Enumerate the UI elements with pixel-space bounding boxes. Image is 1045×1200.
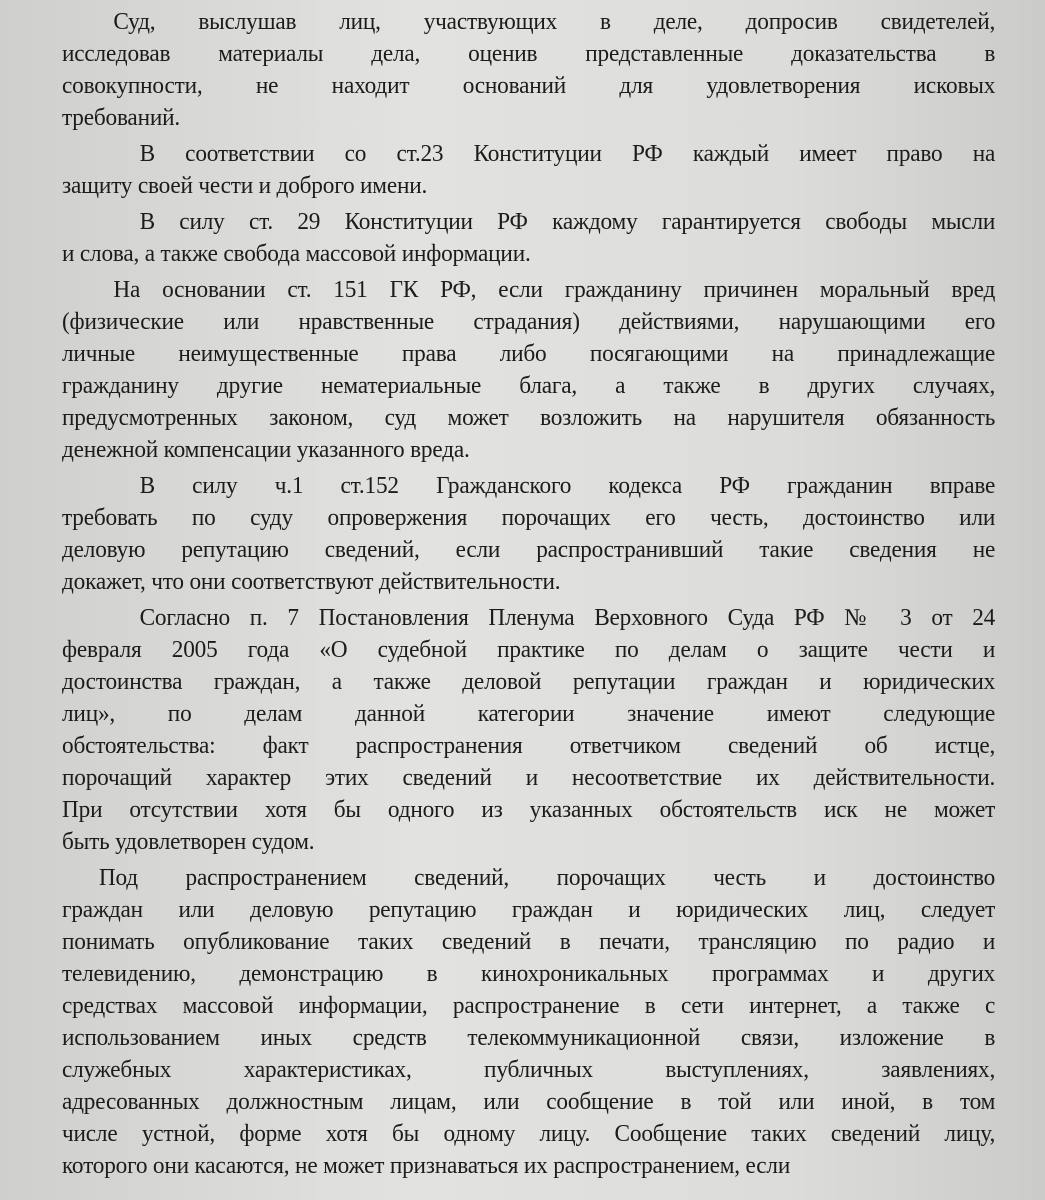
text-line: Суд, выслушав лиц, участвующих в деле, допросив свидетелей, — [113, 9, 996, 35]
text-line: которого они касаются, не может признаваться их распространением, если — [62, 1153, 791, 1179]
text-line: адресованных должностным лицам, или сообщение в той или иной, в том — [62, 1089, 996, 1115]
paragraph — [62, 6, 995, 134]
text-line: служебных характеристиках, публичных выступлениях, заявлениях, — [62, 1057, 996, 1083]
text-line: Под распространением сведений, порочащих честь и достоинство — [98, 865, 996, 891]
text-line: деловую репутацию сведений, если распространивший такие сведения не — [62, 537, 996, 563]
text-line: исследовав материалы дела, оценив представленные доказательства в — [62, 41, 996, 67]
document-page — [62, 6, 995, 1186]
text-line: телевидению, демонстрацию в кинохроникальных программах и других — [62, 961, 996, 987]
text-line: граждан или деловую репутацию граждан и юридических лиц, следует — [62, 897, 996, 923]
text-line: средствах массовой информации, распространение в сети интернет, а также с — [62, 993, 996, 1019]
text-line: гражданину другие нематериальные блага, а также в других случаях, — [62, 373, 996, 399]
text-line: денежной компенсации указанного вреда. — [62, 437, 470, 463]
text-line: лиц», по делам данной категории значение имеют следующие — [62, 701, 996, 727]
text-line: требовать по суду опровержения порочащих его честь, достоинство или — [62, 505, 996, 531]
text-line: февраля 2005 года «О судебной практике по делам о защите чести и — [62, 637, 996, 663]
paragraph — [62, 470, 995, 598]
text-line: использованием иных средств телекоммуникационной связи, изложение в — [62, 1025, 996, 1051]
text-line: защиту своей чести и доброго имени. — [62, 173, 428, 199]
text-line: порочащий характер этих сведений и несоответствие их действительности. — [62, 765, 996, 791]
text-line: и слова, а также свобода массовой информации. — [62, 241, 531, 267]
paragraph — [62, 206, 995, 270]
paragraph — [62, 602, 995, 858]
text-line: числе устной, форме хотя бы одному лицу. Сообщение таких сведений лицу, — [62, 1121, 996, 1147]
text-line: В соответствии со ст.23 Конституции РФ каждый имеет право на — [139, 141, 996, 167]
text-line: В силу ст. 29 Конституции РФ каждому гарантируется свободы мысли — [139, 209, 996, 235]
text-line: обстоятельства: факт распространения ответчиком сведений об истце, — [62, 733, 996, 759]
text-line: понимать опубликование таких сведений в печати, трансляцию по радио и — [62, 929, 996, 955]
text-line: докажет, что они соответствуют действительности. — [62, 569, 561, 595]
text-line: При отсутствии хотя бы одного из указанных обстоятельств иск не может — [62, 797, 996, 823]
text-line: требований. — [62, 105, 181, 131]
text-line: быть удовлетворен судом. — [62, 829, 315, 855]
text-line: предусмотренных законом, суд может возложить на нарушителя обязанность — [62, 405, 996, 431]
paragraph — [62, 862, 995, 1182]
text-line: Согласно п. 7 Постановления Пленума Верховного Суда РФ № 3 от 24 — [139, 605, 996, 631]
text-line: В силу ч.1 ст.152 Гражданского кодекса РФ гражданин вправе — [139, 473, 996, 499]
text-line: совокупности, не находит оснований для удовлетворения исковых — [62, 73, 996, 99]
text-line: На основании ст. 151 ГК РФ, если гражданину причинен моральный вред — [113, 277, 996, 303]
paragraph — [62, 274, 995, 466]
text-line: личные неимущественные права либо посягающими на принадлежащие — [62, 341, 996, 367]
paragraph — [62, 138, 995, 202]
text-line: (физические или нравственные страдания) действиями, нарушающими его — [62, 309, 996, 335]
text-line: достоинства граждан, а также деловой репутации граждан и юридических — [62, 669, 996, 695]
